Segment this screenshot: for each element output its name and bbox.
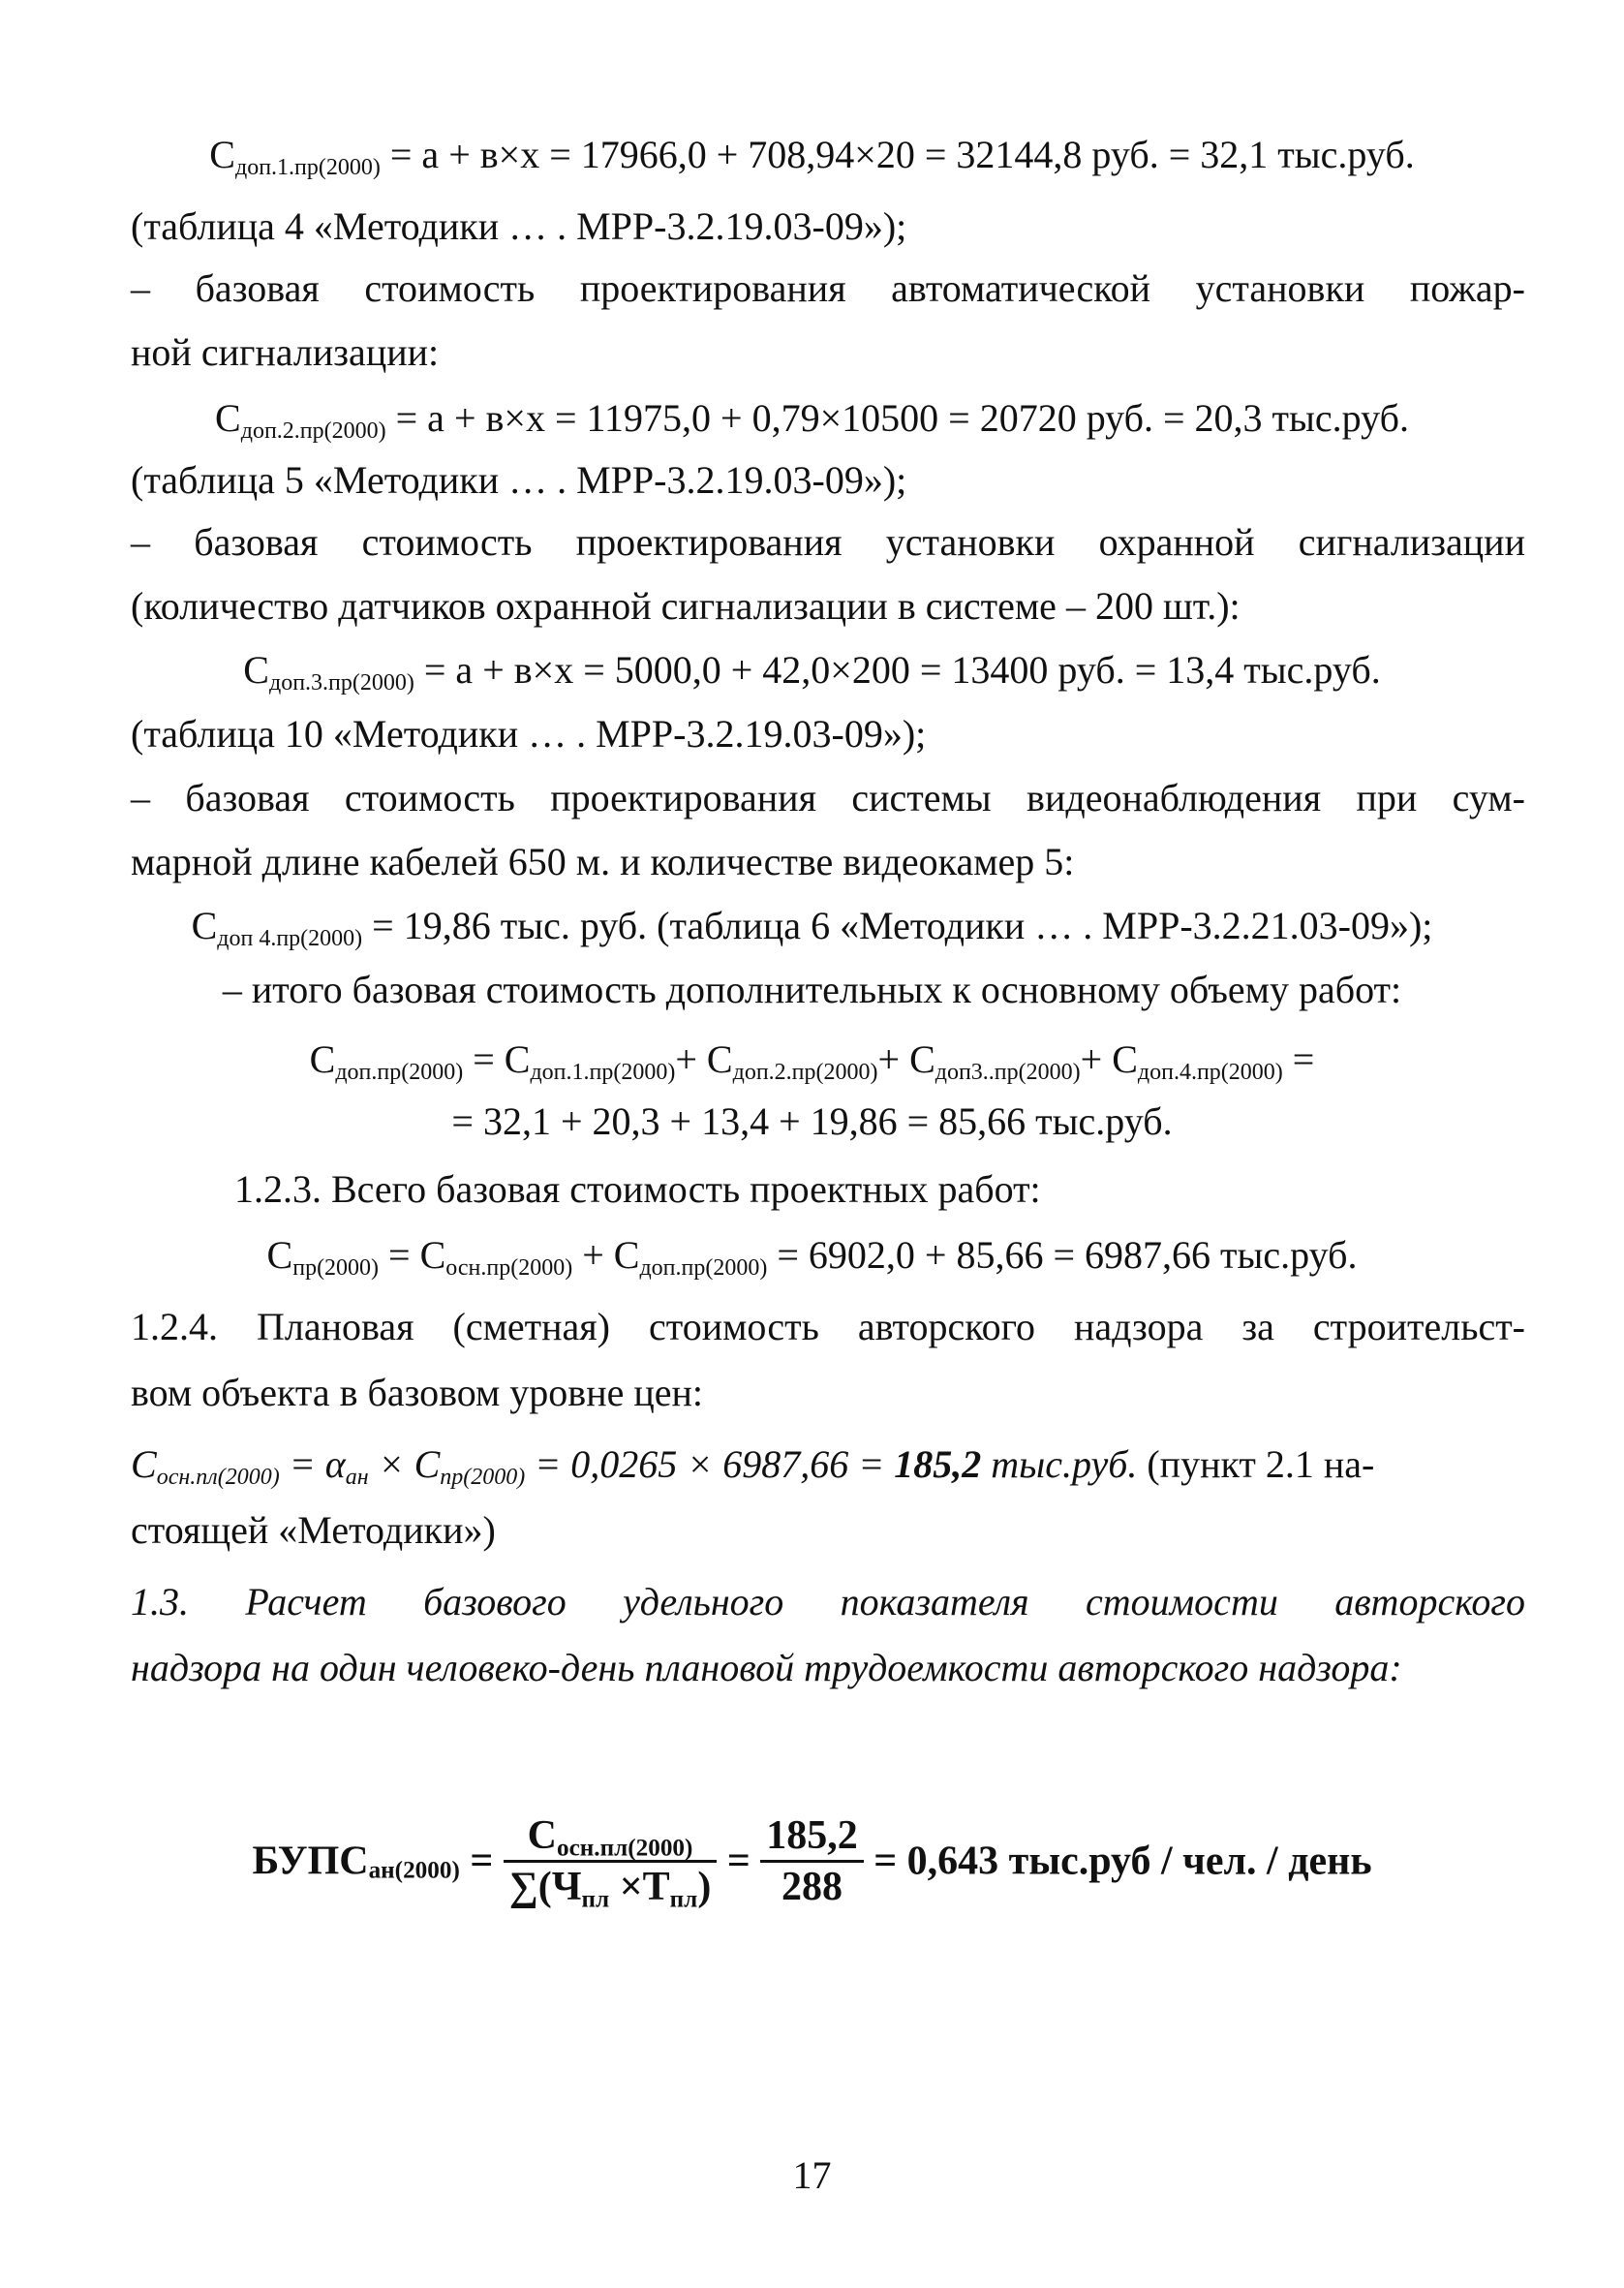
paragraph-fire-alarm-line2: ной сигнализации:: [131, 330, 440, 374]
bups-label: БУПС: [252, 1839, 369, 1884]
fraction-numeric-numerator: 185,2: [760, 1811, 864, 1863]
paragraph-fire-alarm-line1: – базовая стоимость проектирования автоматической установки пожар-: [131, 266, 1525, 310]
heading-1-2-3: 1.2.3. Всего базовая стоимость проектных работ:: [234, 1167, 1041, 1211]
equals-sign: =: [459, 1839, 504, 1884]
paragraph-video-line1: – базовая стоимость проектирования системы видеонаблюдения при сум-: [131, 776, 1525, 819]
heading-1-3-line1: 1.3. Расчет базового удельного показателя стоимости авторского: [131, 1580, 1525, 1623]
bups-result: = 0,643 тыс.руб / чел. / день: [863, 1839, 1372, 1884]
bups-subscript: ан(2000): [368, 1857, 460, 1884]
fraction-numeric: [760, 1811, 864, 1911]
paragraph-total-additional: – итого базовая стоимость дополнительных к основному объему работ:: [222, 968, 1402, 1011]
formula-c-dop-1: $С_{доп.1.пр(2000)} = а + в\times x = 17966,0 + 708,94\times 20 = 32144,8$ руб. = 32,1 тыс.руб.: [209, 133, 1415, 181]
paragraph-security-alarm-line1: – базовая стоимость проектирования установки охранной сигнализации: [131, 520, 1525, 564]
formula-c-osn-pl-tail: стоящей «Методики»): [131, 1508, 496, 1552]
formula-c-dop-2: $С_{доп.2.пр(2000)} = а + в\times x = 11975,0 + 0,79\times 10500 = 20720$ руб. = 20,3 тыс.руб.: [215, 396, 1409, 445]
formula-c-dop-3: $С_{доп.3.пр(2000)} = а + в\times x = 5000,0 + 42,0\times 200 = 13400$ руб. = 13,4 тыс.руб.: [243, 648, 1381, 696]
fraction-numerator: $С_{осн.пл(2000)}$: [504, 1811, 718, 1863]
source-ref-1: (таблица 4 «Методики … . МРР-3.2.19.03-09»);: [131, 204, 907, 248]
equals-sign-2: =: [717, 1839, 761, 1884]
fraction-symbolic: [504, 1811, 718, 1911]
heading-1-2-4-line1: 1.2.4. Плановая (сметная) стоимость авторского надзора за строительст-: [131, 1305, 1525, 1348]
page-number: 17: [792, 2153, 832, 2197]
paragraph-security-alarm-line2: (количество датчиков охранной сигнализации в системе – 200 шт.):: [131, 584, 1241, 628]
formula-c-dop-4: $С_{доп 4.пр(2000)} = 19,86$ тыс. руб. (таблица 6 «Методики … . МРР-3.2.21.03-09»);: [191, 904, 1433, 952]
paragraph-video-line2: марной длине кабелей 650 м. и количестве видеокамер 5:: [131, 840, 1075, 883]
formula-c-pr: $С_{пр(2000)} = С_{осн.пр(2000)} + С_{доп.пр(2000)} = 6902,0 + 85,66 = 6987,66$ тыс.руб.: [266, 1233, 1358, 1282]
source-ref-2: (таблица 5 «Методики … . МРР-3.2.19.03-09»);: [131, 458, 907, 502]
bups-formula: [0, 1811, 1624, 1911]
fraction-denominator: $\sum(Ч_{пл} \times Т_{пл})$: [508, 1865, 712, 1913]
heading-1-2-4-line2: вом объекта в базовом уровне цен:: [131, 1371, 704, 1414]
formula-c-osn-pl: $С_{осн.пл(2000)} = \alpha_{ан} \times С_{пр(2000)} = 0,0265 \times 6987,66 = 185,2$ тыс.руб. (пункт 2.1 на-: [131, 1442, 1375, 1491]
fraction-numeric-denominator: 288: [781, 1865, 843, 1909]
formula-c-dop-total: $С_{доп.пр(2000)} = С_{доп.1.пр(2000)}+ С_{доп.2.пр(2000)}+ С_{доп3..пр(2000)}+ С_{доп.4.пр(2000)}$ =: [309, 1037, 1315, 1086]
source-ref-3: (таблица 10 «Методики … . МРР-3.2.19.03-09»);: [131, 712, 927, 756]
heading-1-3-line2: надзора на один человеко-день плановой трудоемкости авторского надзора:: [131, 1646, 1402, 1689]
formula-c-dop-total-values: = 32,1 + 20,3 + 13,4 + 19,86 = 85,66 тыс.руб.: [451, 1099, 1173, 1143]
